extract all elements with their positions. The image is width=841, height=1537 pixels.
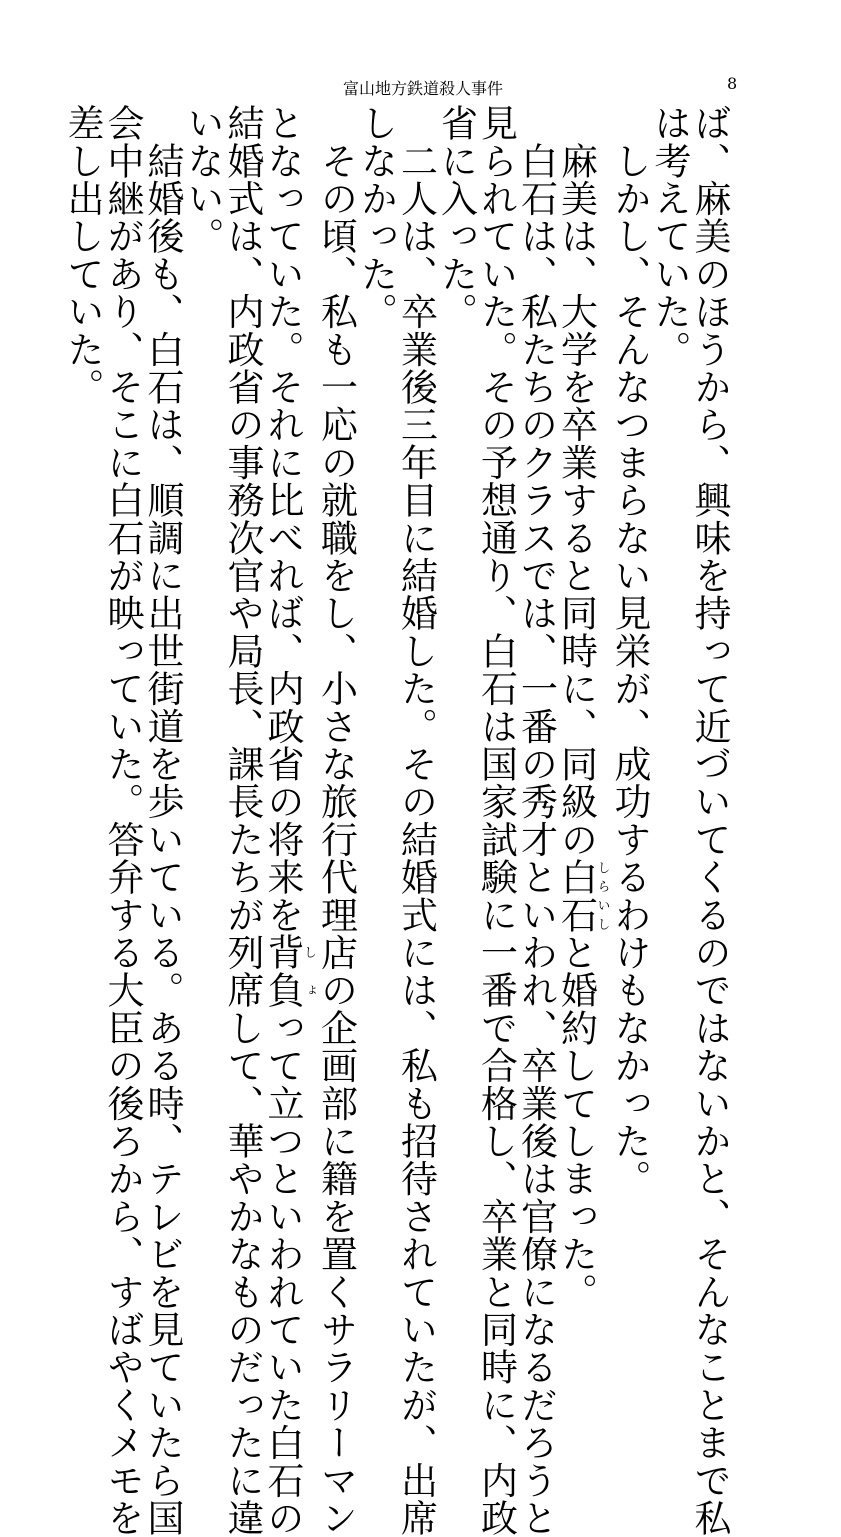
furigana: しらいし (594, 858, 610, 934)
text-column-2: は考えていた。 (648, 104, 691, 368)
text-segment: 麻美は、大学を卒業すると同時に、同級の (554, 104, 598, 859)
text-segment: と婚約してしまった。 (554, 933, 598, 1311)
text-column-7: 省に入った。 (434, 104, 478, 331)
text-column-5: 白石は、私たちのクラスでは、一番の秀才といわれ、卒業後は官僚になるだろうと (514, 104, 558, 1537)
text-column-16: 差し出していた。 (61, 104, 104, 406)
text-column-4 (554, 104, 610, 1311)
text-column-14: 結婚後も、白石は、順調に出世街道を歩いている。ある時、テレビを見ていたら国 (141, 104, 184, 1537)
text-column-12: 結婚式は、内政省の事務次官や局長、課長たちが列席して、華やかなものだったに違 (221, 104, 264, 1537)
page-number: 8 (727, 74, 738, 93)
text-column-10: その頃、私も一応の就職をし、小さな旅行代理店の企画部に籍を置くサラリーマン (314, 104, 358, 1537)
text-column-3: しかし、そんなつまらない見栄が、成功するわけもなかった。 (608, 104, 651, 1198)
text-segment: って立つといわれていた白石の (261, 1008, 304, 1537)
ruby-shoi: 背負しょ (261, 933, 316, 1009)
text-column-11 (261, 104, 316, 1537)
ruby-shiraishi: 白石しらいし (554, 858, 610, 934)
text-column-9: しなかった。 (354, 104, 398, 331)
text-column-1: ば、麻美のほうから、興味を持って近づいてくるのではないかと、そんなことまで私 (688, 104, 731, 1537)
text-segment: となっていた。それに比べれば、内政省の将来を (261, 104, 304, 934)
text-column-8: 二人は、卒業後三年目に結婚した。その結婚式には、私も招待されていたが、出席 (394, 104, 438, 1537)
text-column-13: いない。 (181, 104, 224, 255)
text-column-15: 会中継があり、そこに白石が映っていた。答弁する大臣の後ろから、すばやくメモを (101, 104, 144, 1537)
body-text (61, 104, 731, 1537)
text-column-6: 見られていた。その予想通り、白石は国家試験に一番で合格し、卒業と同時に、内政 (474, 104, 518, 1537)
furigana: しょ (301, 933, 316, 1009)
running-header-title: 富山地方鉄道殺人事件 (343, 79, 504, 98)
